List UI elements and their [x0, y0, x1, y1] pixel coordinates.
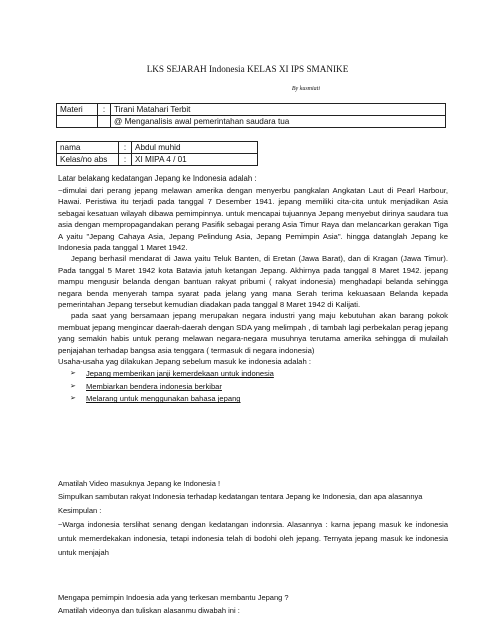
name-value: Abdul muhid: [132, 142, 258, 154]
arrow-bullet-icon: ➢: [70, 370, 76, 378]
list-item: [58, 381, 448, 394]
question-text: Mengapa pemimpin Indoesia ada yang terkesan membantu Jepang ?: [58, 593, 289, 602]
materi-separator-empty: [98, 116, 111, 128]
conclusion-heading: Kesimpulan :: [58, 506, 102, 515]
paragraph-1: ~dimulai dari perang jepang melawan amerika dengan menyerbu pangkalan Angkatan Laut di Pearl Harbour, Hawai. Peristiwa itu terjadi pada tanggal 7 Desember 1941. jepang memiliki cita-cita untuk menjadikan Asia sebagai kesatuan wilayah dibawa pemimpinnya. untuk mencapai tujuannya Jepang menyebut dirinya saudara tua asia dengan mempropagandakan perang Pasifik sebagai perang Asia Timur Raya dan melancarkan gerakan Tiga A yaitu "Jepang Cahaya Asia, Jepang Pelindung Asia, Jepang Pemimpin Asia". hingga datanglah Jepang ke Indonesia pada tanggal 1 Maret 1942.: [58, 186, 448, 253]
materi-separator: :: [98, 104, 111, 116]
background-section: [58, 173, 448, 406]
materi-label: Materi: [57, 104, 98, 116]
arrow-bullet-icon: ➢: [70, 395, 76, 403]
efforts-heading: Usaha-usaha yag dilakukan Jepang sebelum masuk ke indonesia adalah :: [58, 357, 311, 367]
author-byline: By kusmiati: [291, 86, 320, 92]
class-label: Kelas/no abs: [57, 154, 119, 166]
name-separator: :: [119, 142, 132, 154]
conclusion-prompt: Simpulkan sambutan rakyat Indonesia terhadap kedatangan tentara Jepang ke Indonesia, dan apa alasannya: [58, 491, 423, 501]
video-prompt: Amatilah Video masuknya Jepang ke Indonesia !: [58, 479, 221, 488]
table-row: [57, 154, 258, 166]
materi-value: Tirani Matahari Terbit: [111, 104, 446, 116]
table-row: [57, 104, 446, 116]
student-table: [56, 141, 258, 166]
assignment-section: [58, 478, 448, 560]
worksheet-title: LKS SEJARAH Indonesia KELAS XI IPS SMANIKE: [146, 64, 349, 74]
materi-label-empty: [57, 116, 98, 128]
paragraph-2: Jepang berhasil mendarat di Jawa yaitu Teluk Banten, di Eretan (Jawa Barat), dan di Kragan (Jawa Timur). Pada tanggal 5 Maret 1942 kota Batavia jatuh ketangan Jepang. Akhirnya pada tanggal 8 Maret 1942. jepang mampu mengusir belanda dengan bantuan rakyat pribumi ( rakyat indonesia) menghadapi belanda sehingga negara benda menyerah tampa syarat pada jelang yang mana Serah terima kekuasaan Belanda kepada pemerintahan Jepang tersebut kemudian diadakan pada tanggal 8 Maret 1942 di Kalijati.: [58, 254, 448, 310]
class-separator: :: [119, 154, 132, 166]
conclusion-text: ~Warga indonesia terslihat senang dengan kedatangan indonrsia. Alasannya : karna jepang masuk ke indonesia untuk memerdekakan indonesia, tetapi indonesia telah di bodohi oleh jepang. Ternyata jepang masuk ke indonesia untuk menjajah: [58, 519, 448, 558]
materi-objective: @ Menganalisis awal pemerintahan saudara tua: [111, 116, 446, 128]
list-item: [58, 368, 448, 381]
material-table: [56, 103, 446, 128]
name-label: nama: [57, 142, 119, 154]
background-heading: Latar belakang kedatangan Jepang ke Indonesia adalah :: [58, 174, 257, 183]
table-row: [57, 116, 446, 128]
question-section: [58, 592, 448, 617]
arrow-bullet-icon: ➢: [70, 382, 76, 390]
effort-text: Melarang untuk menggunakan bahasa jepang: [86, 394, 241, 404]
instruction-text: Amatilah videonya dan tuliskan alasanmu diwabah ini :: [58, 605, 240, 615]
effort-text: Jepang memberikan janji kemerdekaan untuk indonesia: [86, 369, 274, 379]
table-row: [57, 142, 258, 154]
paragraph-3: pada saat yang bersamaan jepang merupakan negara industri yang maju kebutuhan akan barang pokok membuat jepang mengincar daerah-daerah dengan SDA yang melimpah , di tambah lagi perbekalan perag jepang yang semakin habis untuk perang melawan negara-negara musuhnya terutama amerika sehingga di mulailah penjajahan terhadap bangsa asia tenggara ( termasuk di negara indonesia): [58, 311, 448, 355]
efforts-list: [58, 368, 448, 406]
list-item: [58, 393, 448, 406]
effort-text: Membiarkan bendera indonesia berkibar: [86, 381, 222, 391]
class-value: XI MIPA 4 / 01: [132, 154, 258, 166]
